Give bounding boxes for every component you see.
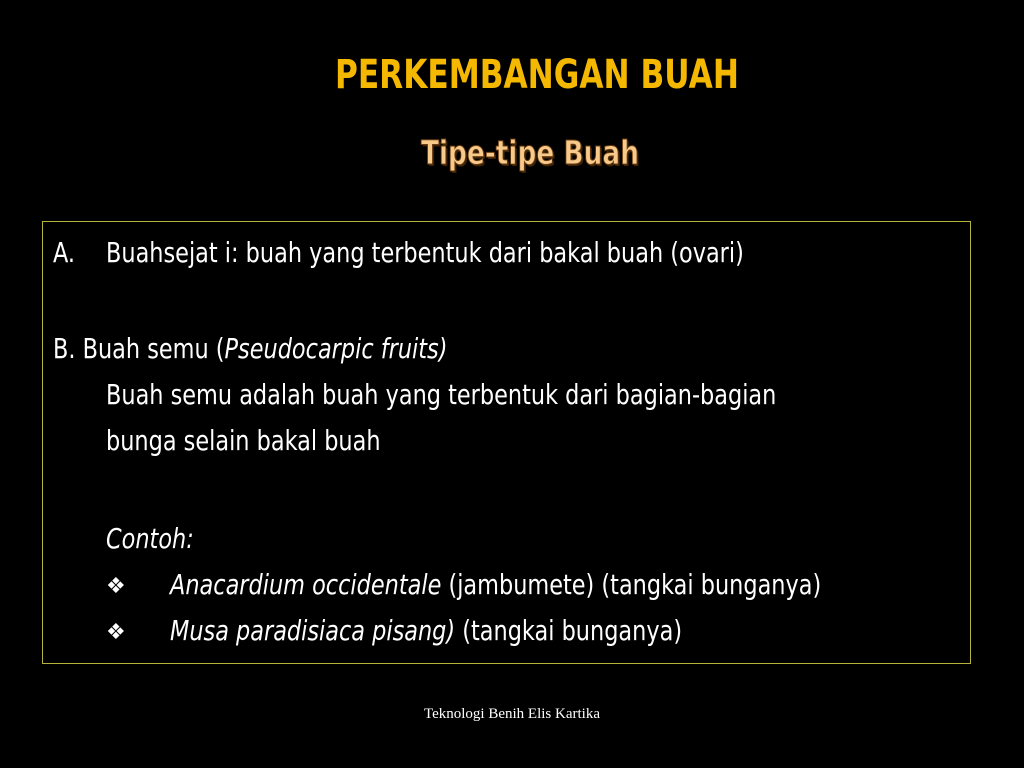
item-b-desc-line1: Buah semu adalah buah yang terbentuk dari bagian-bagian [106,378,777,411]
item-a-text: Buahsejat i: buah yang terbentuk dari bakal buah (ovari) [106,236,744,269]
item-b-latin: Pseudocarpic fruits) [224,332,448,365]
diamond-bullet-icon: ❖ [106,574,126,599]
example-detail: (tangkai bunganya) [455,614,683,647]
example-detail: (jambumete) (tangkai bunganya) [441,568,822,601]
item-b-desc-line2: bunga selain bakal buah [106,424,381,457]
example-item [170,568,821,601]
item-b-heading [53,332,447,365]
diamond-bullet-icon: ❖ [106,620,126,645]
example-species: Anacardium occidentale [170,568,442,601]
slide-footer: Teknologi Benih Elis Kartika [423,706,600,722]
item-a-marker: A. [53,236,76,269]
slide-title: PERKEMBANGAN BUAH [335,52,739,98]
slide-subtitle: Tipe-tipe Buah [420,133,639,172]
example-species: Musa paradisiaca pisang) [170,614,456,647]
example-heading: Contoh: [106,522,194,555]
item-b-prefix: B. Buah semu ( [53,332,225,365]
example-item [170,614,682,647]
